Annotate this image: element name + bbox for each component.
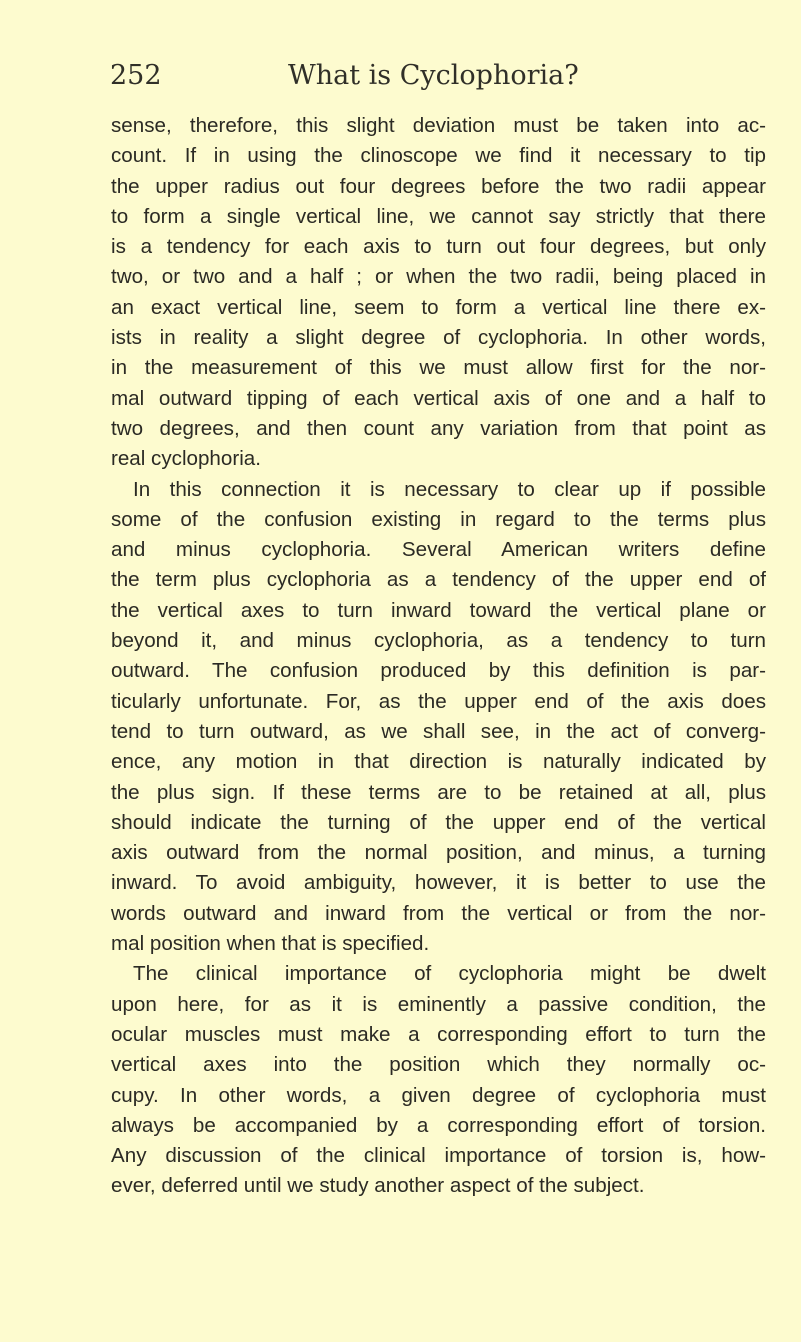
text-line: in the measurement of this we must allow first for the nor- bbox=[111, 356, 766, 380]
text-line: outward. The confusion produced by this definition is par- bbox=[111, 659, 766, 683]
text-line: The clinical importance of cyclophoria might be dwelt bbox=[133, 962, 766, 986]
text-line: ists in reality a slight degree of cyclophoria. In other words, bbox=[111, 326, 766, 350]
text-line: the term plus cyclophoria as a tendency of the upper end of bbox=[111, 568, 766, 592]
text-line: the plus sign. If these terms are to be retained at all, plus bbox=[111, 780, 766, 804]
text-line: real cyclophoria. bbox=[111, 447, 261, 471]
text-line: count. If in using the clinoscope we find it necessary to tip bbox=[111, 144, 766, 168]
text-line: two degrees, and then count any variation from that point as bbox=[111, 416, 766, 440]
text-line: two, or two and a half ; or when the two radii, being placed in bbox=[111, 265, 766, 289]
text-line: is a tendency for each axis to turn out four degrees, but only bbox=[111, 235, 766, 259]
text-line: upon here, for as it is eminently a passive condition, the bbox=[111, 992, 766, 1016]
text-line: tend to turn outward, as we shall see, in the act of converg- bbox=[111, 719, 766, 743]
body-text bbox=[111, 111, 766, 1202]
text-line: to form a single vertical line, we cannot say strictly that there bbox=[111, 204, 766, 228]
text-line: should indicate the turning of the upper end of the vertical bbox=[111, 810, 766, 834]
text-line: ticularly unfortunate. For, as the upper end of the axis does bbox=[111, 689, 766, 713]
text-line: mal outward tipping of each vertical axis of one and a half to bbox=[111, 386, 766, 410]
page-number: 252 bbox=[110, 60, 162, 91]
text-line: In this connection it is necessary to clear up if possible bbox=[133, 477, 766, 501]
text-line: and minus cyclophoria. Several American writers define bbox=[111, 538, 766, 562]
running-title: What is Cyclophoria? bbox=[288, 60, 579, 91]
text-line: cupy. In other words, a given degree of cyclophoria must bbox=[111, 1083, 766, 1107]
page-header bbox=[110, 60, 741, 100]
text-line: an exact vertical line, seem to form a vertical line there ex- bbox=[111, 295, 766, 319]
text-line: sense, therefore, this slight deviation must be taken into ac- bbox=[111, 114, 766, 137]
text-line: mal position when that is specified. bbox=[111, 932, 430, 956]
text-line: ence, any motion in that direction is naturally indicated by bbox=[111, 750, 766, 774]
text-line: words outward and inward from the vertical or from the nor- bbox=[111, 901, 766, 925]
text-line: axis outward from the normal position, and minus, a turning bbox=[111, 841, 766, 865]
text-line: beyond it, and minus cyclophoria, as a tendency to turn bbox=[111, 629, 766, 653]
text-line: the upper radius out four degrees before the two radii appear bbox=[111, 174, 766, 198]
text-line: the vertical axes to turn inward toward the vertical plane or bbox=[111, 598, 766, 622]
text-line: ever, deferred until we study another aspect of the subject. bbox=[111, 1174, 645, 1198]
text-line: inward. To avoid ambiguity, however, it is better to use the bbox=[111, 871, 766, 895]
text-line: Any discussion of the clinical importance of torsion is, how- bbox=[111, 1144, 766, 1168]
text-line: ocular muscles must make a corresponding effort to turn the bbox=[111, 1022, 766, 1046]
text-line: vertical axes into the position which they normally oc- bbox=[111, 1053, 766, 1077]
text-line: always be accompanied by a corresponding effort of torsion. bbox=[111, 1113, 766, 1137]
text-line: some of the confusion existing in regard to the terms plus bbox=[111, 507, 766, 531]
